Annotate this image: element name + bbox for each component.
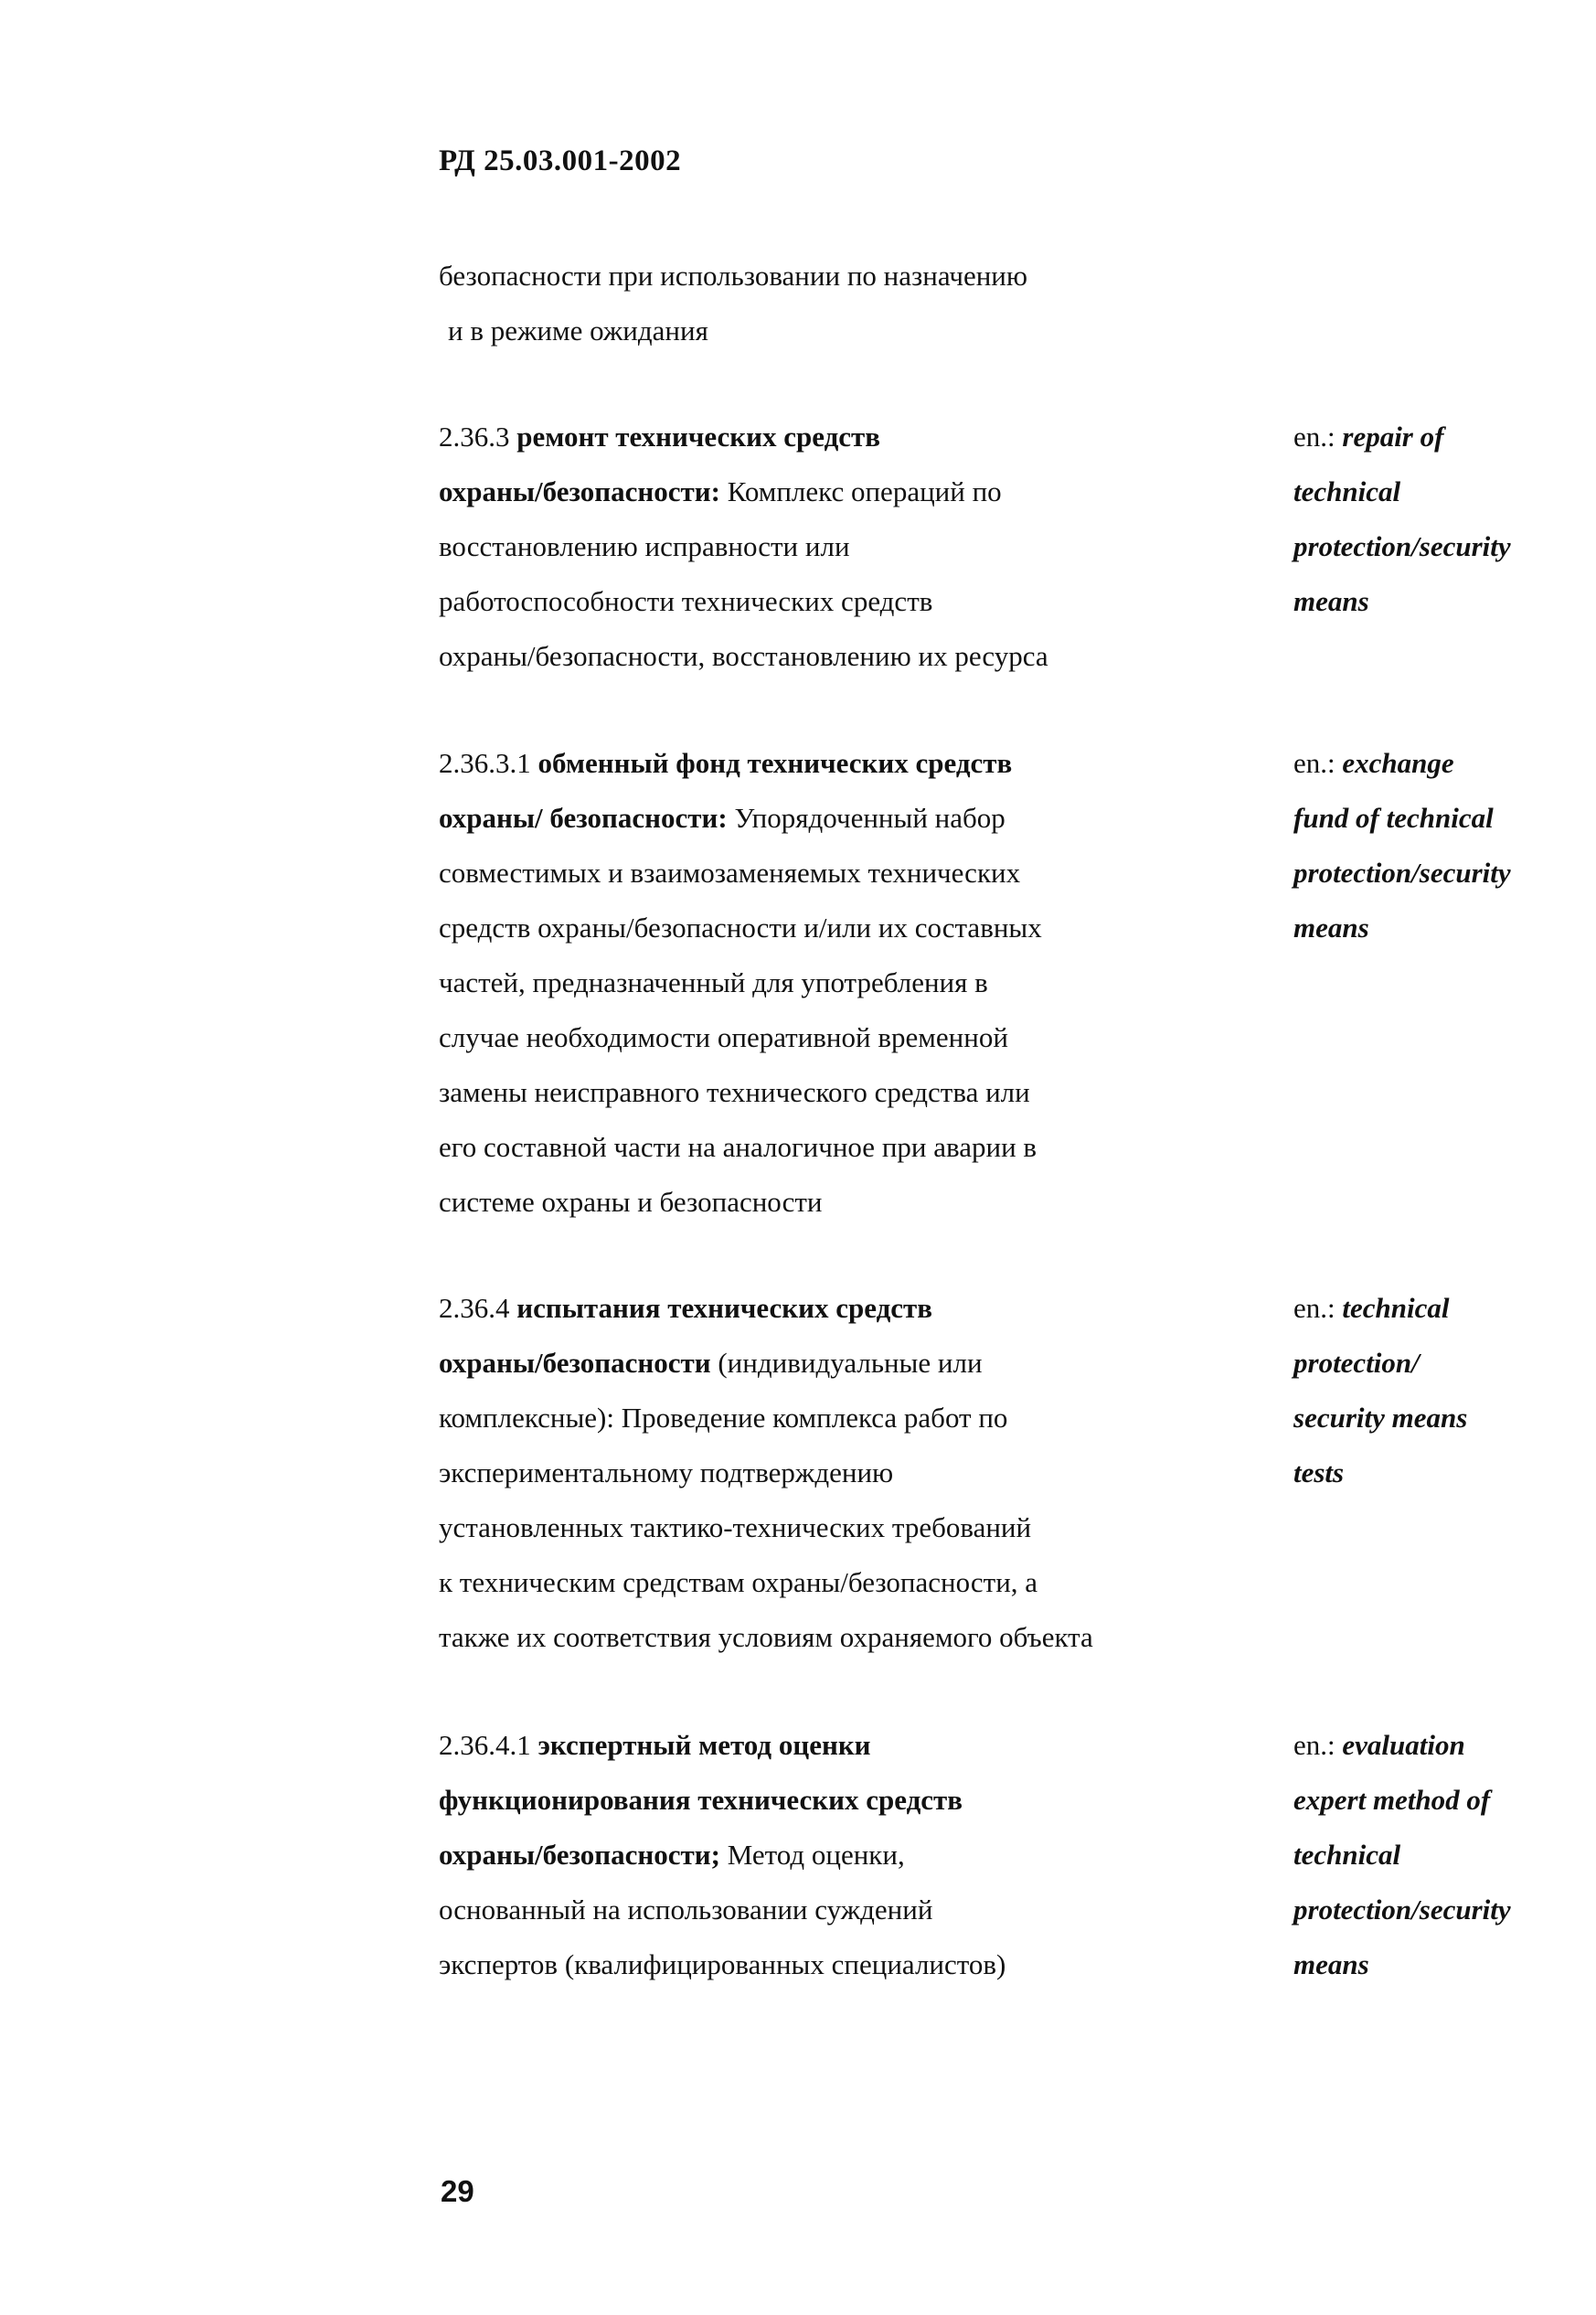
definition-line: комплексные): Проведение комплекса работ по	[439, 1402, 1008, 1434]
en-term: evaluation	[1342, 1729, 1465, 1761]
term-title: испытания технических средств	[516, 1292, 932, 1324]
term-title: экспертный метод оценки	[537, 1729, 871, 1761]
en-term: technical	[1293, 475, 1401, 507]
en-prefix: en.:	[1293, 1729, 1335, 1761]
russian-definition	[439, 1718, 1197, 1992]
russian-definition	[439, 410, 1197, 684]
document-code-header: РД 25.03.001-2002	[439, 144, 682, 177]
continued-line-2: и в режиме ожидания	[448, 315, 708, 347]
en-term: protection/security	[1293, 857, 1511, 889]
en-term: means	[1293, 1948, 1369, 1980]
term-title-cont: охраны/ безопасности:	[439, 802, 728, 834]
definition-line: также их соответствия условиям охраняемого объекта	[439, 1621, 1093, 1653]
definition-line: его составной части на аналогичное при аварии в	[439, 1131, 1037, 1163]
definition-line: совместимых и взаимозаменяемых технических	[439, 857, 1021, 889]
continued-line-1: безопасности при использовании по назначению	[439, 260, 1028, 292]
en-prefix: en.:	[1293, 421, 1335, 453]
en-term: technical	[1293, 1839, 1401, 1871]
definition-text: Метод оценки,	[727, 1839, 905, 1871]
definition-line: случае необходимости оперативной временной	[439, 1021, 1008, 1053]
definition-line: экспертов (квалифицированных специалистов)	[439, 1948, 1006, 1980]
en-term: protection/	[1293, 1347, 1420, 1379]
russian-definition	[439, 1281, 1197, 1665]
term-number: 2.36.3.1	[439, 747, 531, 779]
en-term: repair of	[1342, 421, 1444, 453]
english-equivalent	[1293, 1718, 1549, 1992]
continued-definition	[439, 249, 1188, 358]
definition-text: (индивидуальные или	[718, 1347, 983, 1379]
en-term: protection/security	[1293, 530, 1511, 562]
term-number: 2.36.4.1	[439, 1729, 531, 1761]
en-term: fund of technical	[1293, 802, 1494, 834]
term-title: обменный фонд технических средств	[537, 747, 1013, 779]
definition-line: экспериментальному подтверждению	[439, 1456, 894, 1488]
term-title-cont: охраны/безопасности;	[439, 1839, 720, 1871]
term-title-cont: охраны/безопасности:	[439, 475, 720, 507]
definition-line: средств охраны/безопасности и/или их составных	[439, 912, 1042, 944]
en-term: means	[1293, 585, 1369, 617]
definition-line: к техническим средствам охраны/безопасности, а	[439, 1566, 1038, 1598]
definition-line: работоспособности технических средств	[439, 585, 933, 617]
en-term: means	[1293, 912, 1369, 944]
en-term: exchange	[1342, 747, 1454, 779]
en-prefix: en.:	[1293, 747, 1335, 779]
en-term: expert method of	[1293, 1784, 1491, 1816]
definition-line: системе охраны и безопасности	[439, 1186, 823, 1218]
term-number: 2.36.4	[439, 1292, 510, 1324]
en-term: technical	[1342, 1292, 1450, 1324]
definition-text: Упорядоченный набор	[734, 802, 1005, 834]
term-title-cont: охраны/безопасности	[439, 1347, 711, 1379]
russian-definition	[439, 736, 1197, 1230]
definition-line: восстановлению исправности или	[439, 530, 850, 562]
en-term: security means	[1293, 1402, 1468, 1434]
en-prefix: en.:	[1293, 1292, 1335, 1324]
definition-line: установленных тактико-технических требований	[439, 1511, 1032, 1543]
definition-line: основанный на использовании суждений	[439, 1894, 933, 1926]
term-title-cont: функционирования технических средств	[439, 1784, 963, 1816]
term-number: 2.36.3	[439, 421, 510, 453]
page-number: 29	[441, 2174, 474, 2208]
term-title: ремонт технических средств	[516, 421, 880, 453]
en-term: protection/security	[1293, 1894, 1511, 1926]
english-equivalent	[1293, 410, 1549, 629]
definition-line: охраны/безопасности, восстановлению их ресурса	[439, 640, 1048, 672]
definition-line: замены неисправного технического средства или	[439, 1076, 1030, 1108]
en-term: tests	[1293, 1456, 1345, 1488]
definition-line: частей, предназначенный для употребления в	[439, 966, 988, 998]
english-equivalent	[1293, 736, 1549, 955]
english-equivalent	[1293, 1281, 1549, 1500]
definition-text: Комплекс операций по	[727, 475, 1002, 507]
